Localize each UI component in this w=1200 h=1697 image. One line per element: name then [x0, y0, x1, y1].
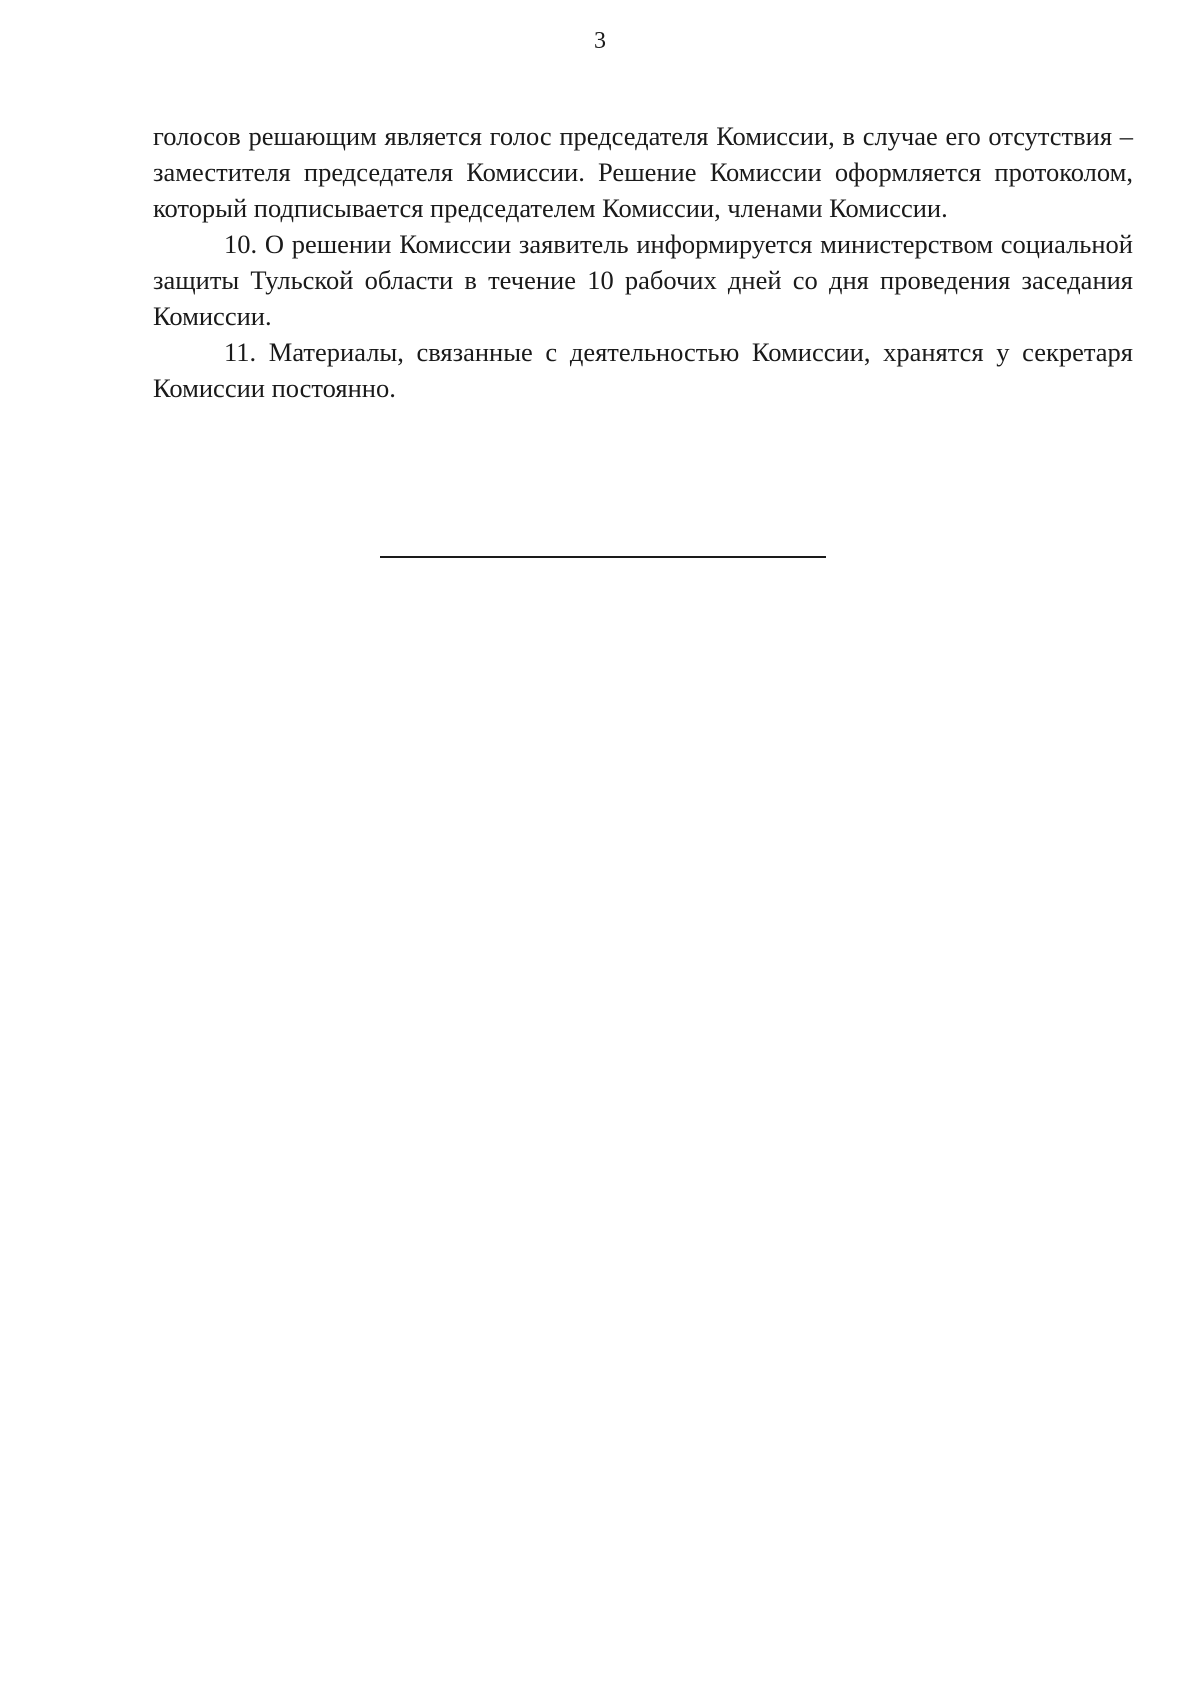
page-number: 3: [594, 28, 606, 54]
paragraph-11-materials-storage: 11. Материалы, связанные с деятельностью Комиссии, хранятся у секретаря Комиссии постоянно.: [153, 337, 1133, 403]
paragraph-voting-continuation: голосов решающим является голос председателя Комиссии, в случае его отсутствия – заместителя председателя Комиссии. Решение Комиссии оформляется протоколом, который подписывается председателем Комиссии, членами Комиссии.: [153, 121, 1133, 223]
end-of-document-rule: [380, 556, 826, 558]
paragraph-10-notification: 10. О решении Комиссии заявитель информируется министерством социальной защиты Тульской области в течение 10 рабочих дней со дня проведения заседания Комиссии.: [153, 229, 1133, 331]
document-body: [153, 118, 1133, 406]
